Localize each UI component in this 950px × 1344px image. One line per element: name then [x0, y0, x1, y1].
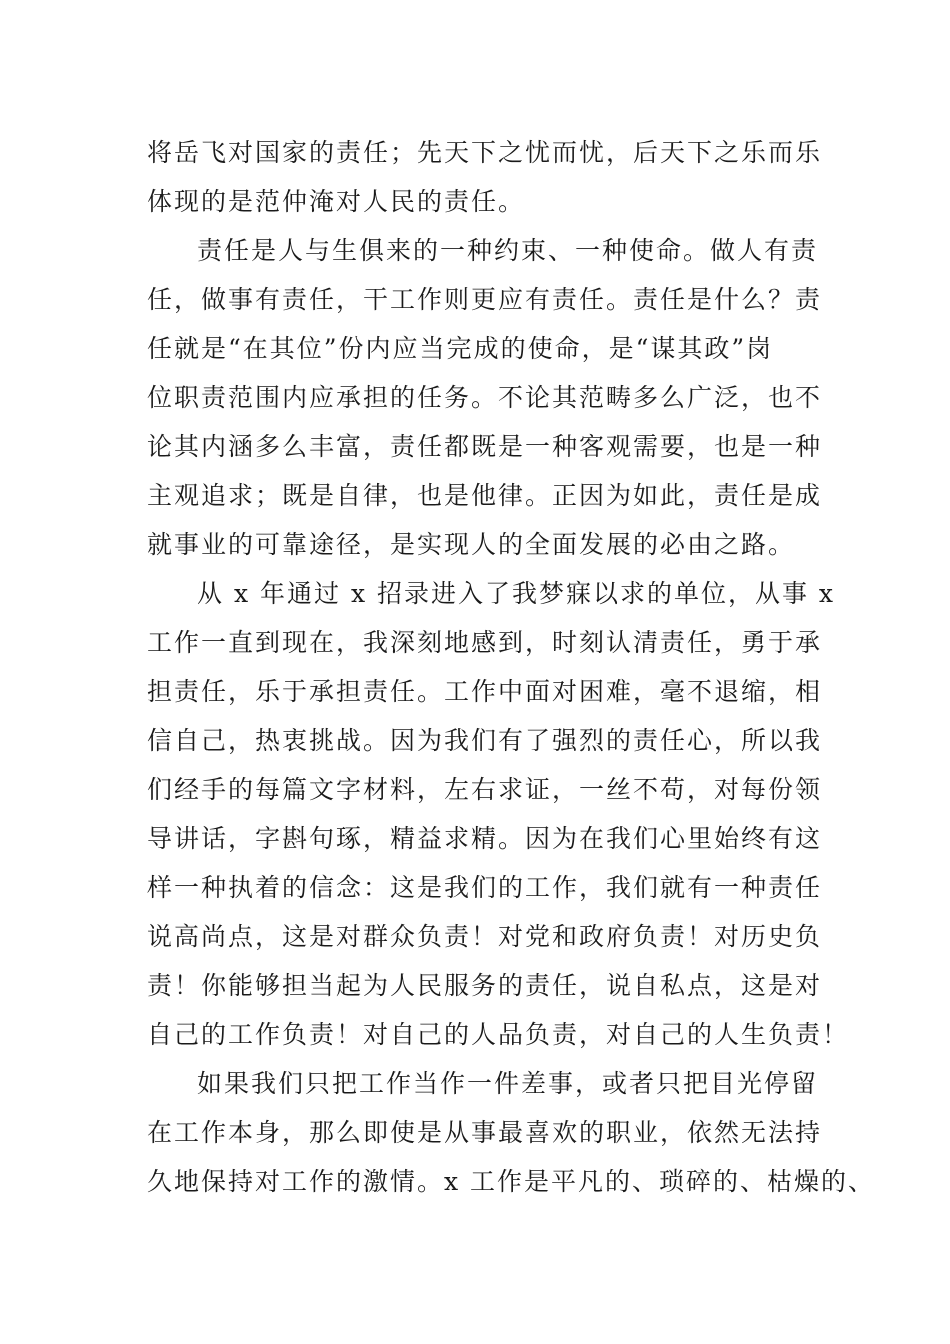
text-line: 信自己，热衷挑战。因为我们有了强烈的责任心，所以我: [147, 726, 823, 755]
text-line: 自己的工作负责！对自己的人品负责，对自己的人生负责！: [147, 1020, 850, 1049]
text-line: 们经手的每篇文字材料，左右求证，一丝不苟，对每份领: [147, 775, 823, 804]
text-line: 就事业的可靠途径，是实现人的全面发展的必由之路。: [147, 530, 796, 559]
text-line: 样一种执着的信念：这是我们的工作，我们就有一种责任: [147, 873, 823, 902]
text-line: 如果我们只把工作当作一件差事，或者只把目光停留: [197, 1069, 819, 1098]
text-line: 体现的是范仲淹对人民的责任。: [147, 187, 526, 216]
text-line: 任就是“在其位”份内应当完成的使命，是“谋其政”岗: [147, 334, 774, 363]
text-line: 从 x 年通过 x 招录进入了我梦寐以求的单位，从事 x: [197, 579, 836, 608]
text-line: 主观追求；既是自律，也是他律。正因为如此，责任是成: [147, 481, 823, 510]
text-line: 将岳飞对国家的责任；先天下之忧而忧，后天下之乐而乐: [147, 138, 823, 167]
text-line: 论其内涵多么丰富，责任都既是一种客观需要，也是一种: [147, 432, 823, 461]
text-line: 久地保持对工作的激情。x 工作是平凡的、琐碎的、枯燥的、: [147, 1167, 876, 1196]
text-line: 导讲话，字斟句琢，精益求精。因为在我们心里始终有这: [147, 824, 823, 853]
text-line: 工作一直到现在，我深刻地感到，时刻认清责任，勇于承: [147, 628, 823, 657]
text-line: 位职责范围内应承担的任务。不论其范畴多么广泛，也不: [147, 383, 823, 412]
text-line: 责任是人与生俱来的一种约束、一种使命。做人有责: [197, 236, 819, 265]
text-line: 说高尚点，这是对群众负责！对党和政府负责！对历史负: [147, 922, 823, 951]
text-line: 在工作本身，那么即使是从事最喜欢的职业，依然无法持: [147, 1118, 823, 1147]
text-line: 担责任，乐于承担责任。工作中面对困难，毫不退缩，相: [147, 677, 823, 706]
body-text: [147, 128, 876, 1206]
text-line: 责！你能够担当起为人民服务的责任，说自私点，这是对: [147, 971, 823, 1000]
text-line: 任，做事有责任，干工作则更应有责任。责任是什么？责: [147, 285, 823, 314]
